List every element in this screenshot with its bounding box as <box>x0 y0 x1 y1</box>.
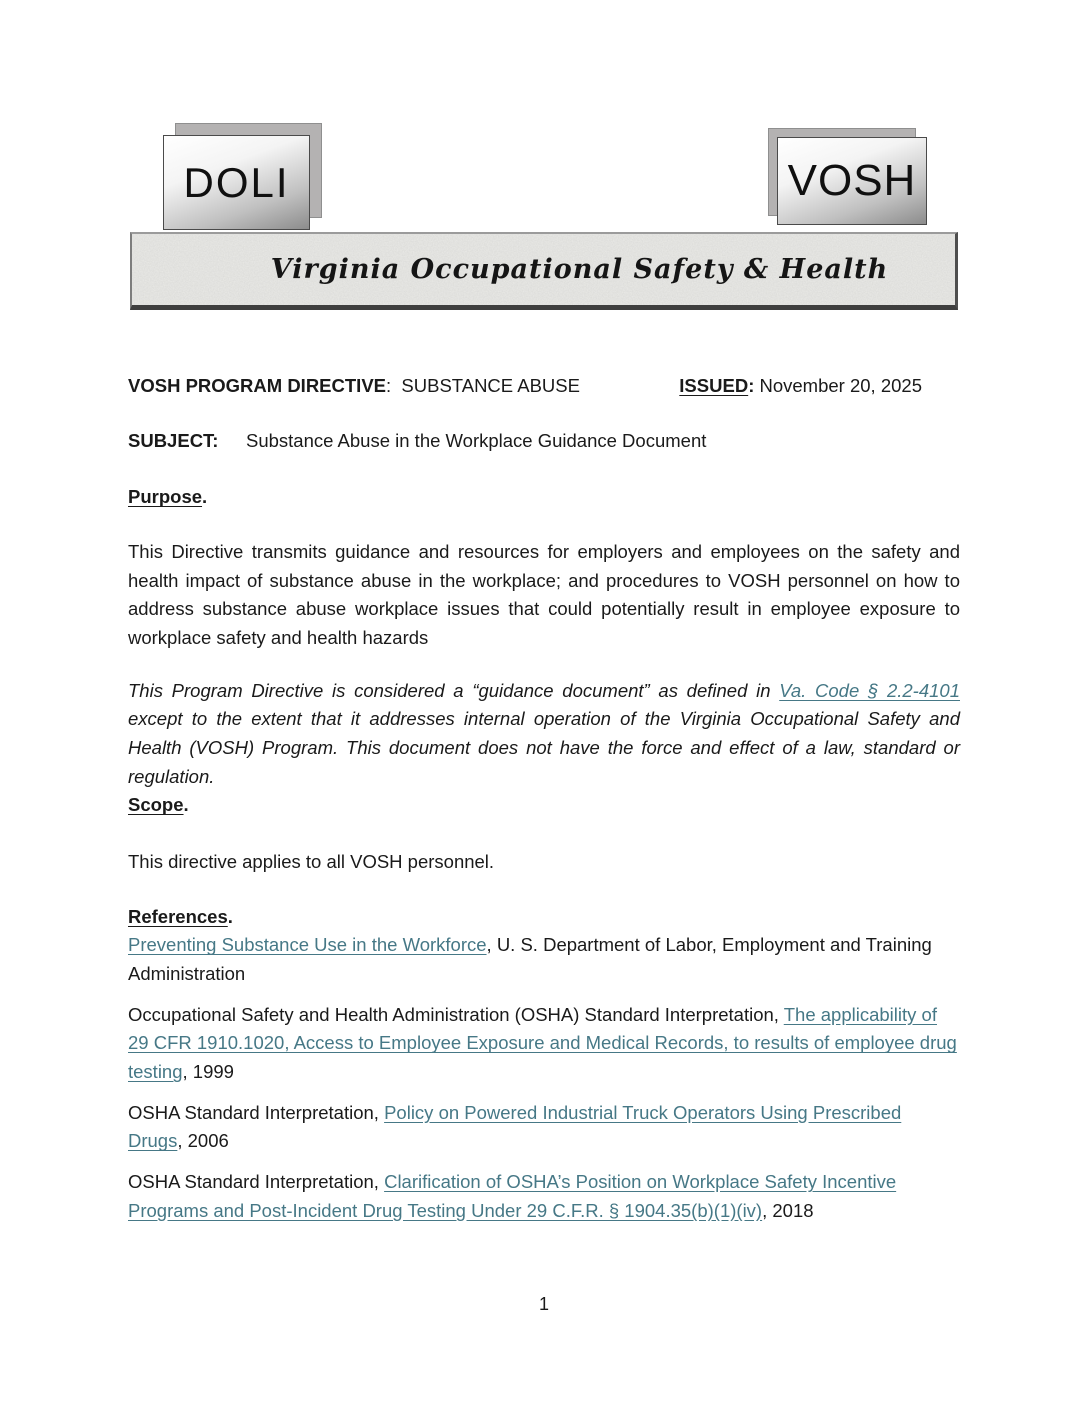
text-run: . <box>183 794 189 816</box>
scope-heading <box>128 791 960 820</box>
directive-issued-row <box>128 372 960 401</box>
reference-item <box>128 1168 960 1225</box>
guidance-note-paragraph <box>128 677 960 792</box>
text-run: Scope <box>128 794 184 816</box>
purpose-paragraph: This Directive transmits guidance and resources for employers and employees on the safety and health impact of substance abuse in the workplace; and procedures to VOSH personnel on how to address substance abuse workplace issues that could potentially result in employee exposure to workplace safety and health hazards <box>128 541 960 649</box>
hyperlink[interactable]: Clarification of OSHA’s Position on Workplace Safety Incentive Programs and Post-Incident Drug Testing Under 29 C.F.R. § 1904.35(b)(1)(iv) <box>128 1171 897 1221</box>
text-run: ISSUED <box>679 375 749 396</box>
text-run: . <box>227 905 233 927</box>
text-run: , 1999 <box>182 1061 234 1083</box>
document-body <box>0 372 1088 1225</box>
text-run: Purpose <box>128 486 203 508</box>
scope-paragraph: This directive applies to all VOSH personnel. <box>128 851 495 873</box>
reference-item <box>128 1099 960 1156</box>
text-run: , 2018 <box>762 1199 814 1221</box>
subject-label: SUBJECT: <box>128 429 219 451</box>
hyperlink[interactable]: The applicability of 29 CFR 1910.1020, Access to Employee Exposure and Medical Records, to results of employee drug testing <box>128 1003 957 1083</box>
hyperlink[interactable]: Va. Code § 2.2-4101 <box>779 679 960 701</box>
text-run: OSHA Standard Interpretation, <box>128 1171 385 1193</box>
subject-row <box>128 427 960 456</box>
text-run: : <box>748 375 755 396</box>
issued-line <box>679 372 922 401</box>
purpose-heading <box>128 483 960 512</box>
subject-text: Substance Abuse in the Workplace Guidance Document <box>246 429 707 451</box>
page-number: 1 <box>538 1294 549 1314</box>
text-run: OSHA Standard Interpretation, <box>128 1101 385 1123</box>
text-run: : SUBSTANCE ABUSE <box>386 375 580 396</box>
directive-line <box>128 372 580 401</box>
text-run: except to the extent that it addresses internal operation of the Virginia Occupational Safety and Health (VOSH) Program. This document does not have the force and effect of a law, standard or regulation. <box>128 708 960 787</box>
banner <box>130 232 958 310</box>
text-run: VOSH PROGRAM DIRECTIVE <box>128 375 386 396</box>
doli-logo <box>163 135 310 230</box>
text-run: References <box>128 905 228 927</box>
banner-title: Virginia Occupational Safety & Health <box>270 253 889 285</box>
vosh-logo <box>777 137 927 225</box>
reference-item <box>128 1001 960 1087</box>
text-run: . <box>202 486 208 508</box>
hyperlink[interactable]: Policy on Powered Industrial Truck Operators Using Prescribed Drugs <box>128 1101 902 1152</box>
text-run: , 2006 <box>177 1130 229 1152</box>
text-run: November 20, 2025 <box>754 375 922 396</box>
doli-logo-text: DOLI <box>183 158 290 206</box>
reference-item <box>128 931 960 988</box>
text-run: Occupational Safety and Health Administration (OSHA) Standard Interpretation, <box>128 1003 784 1025</box>
hyperlink[interactable]: Preventing Substance Use in the Workforce <box>128 934 487 956</box>
vosh-logo-text: VOSH <box>787 155 917 205</box>
text-run: , U. S. Department of Labor, Employment and Training Administration <box>128 934 932 985</box>
text-run: This Program Directive is considered a “guidance document” as defined in <box>128 679 780 701</box>
document-header <box>0 0 1088 310</box>
references-heading <box>128 903 960 932</box>
